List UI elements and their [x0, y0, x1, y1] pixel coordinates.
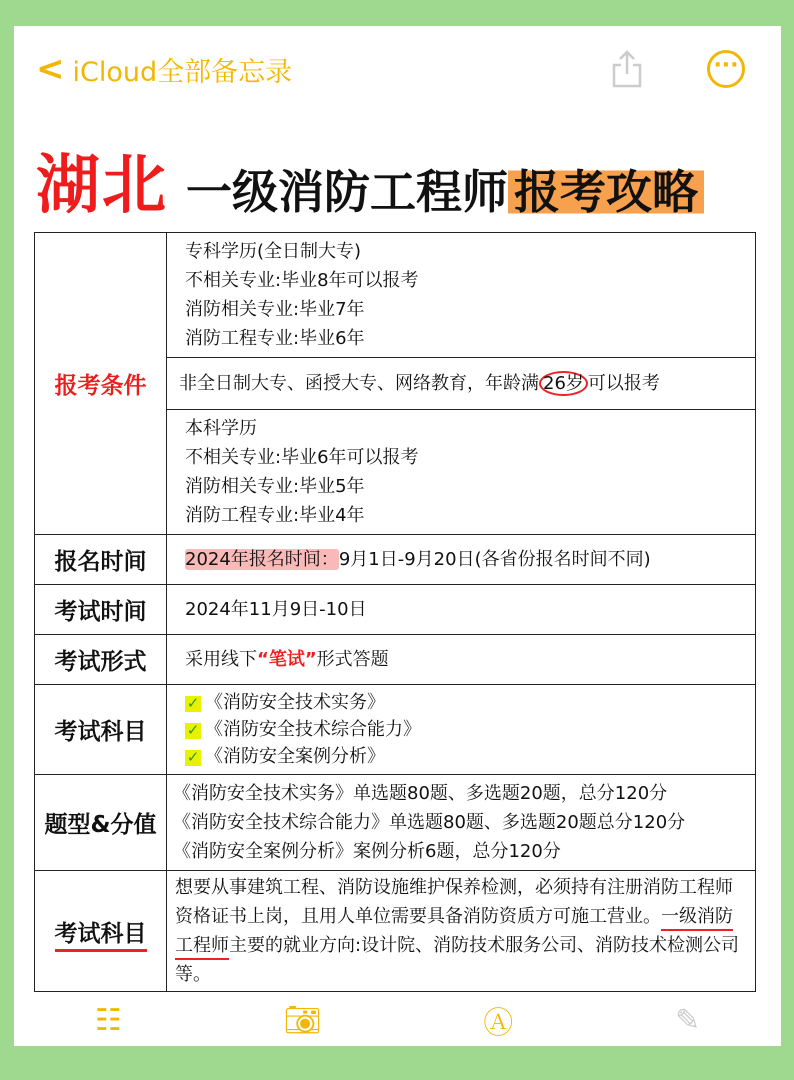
cond-nonfull [167, 358, 756, 410]
bottom-toolbar [14, 996, 781, 1044]
subject-label: 《消防安全案例分析》 [205, 746, 385, 767]
form-emphasis: “笔试” [257, 649, 317, 670]
checklist-icon[interactable]: ☷ [94, 1002, 122, 1038]
cond-line: 不相关专业:毕业6年可以报考 [185, 447, 419, 468]
nav-bar [36, 46, 759, 92]
compose-icon[interactable]: ✎ [674, 1002, 701, 1038]
subject-item [185, 689, 737, 716]
reg-value: 9月1日-9月20日(各省份报名时间不同) [338, 549, 651, 570]
note-card [14, 26, 781, 1046]
cond-line: 消防工程专业:毕业4年 [185, 505, 365, 526]
form-text: 形式答题 [316, 649, 389, 670]
subject-item [185, 716, 737, 743]
type-line: 《消防安全技术实务》单选题80题、多选题20题，总分120分 [173, 783, 668, 804]
form-text: 采用线下 [185, 649, 257, 670]
header-subjects: 考试科目 [35, 685, 167, 775]
back-label: iCloud全部备忘录 [72, 56, 293, 88]
markup-pen-icon[interactable]: Ⓐ [483, 1006, 514, 1041]
share-icon[interactable] [611, 50, 643, 88]
cond-line: 不相关专业:毕业8年可以报考 [185, 270, 419, 291]
subject-label: 《消防安全技术综合能力》 [205, 719, 421, 740]
cond-bachelor [167, 410, 756, 535]
cond-line: 消防相关专业:毕业7年 [185, 299, 365, 320]
checkmark-icon: ✓ [186, 721, 200, 739]
header-conditions: 报考条件 [35, 233, 167, 535]
reg-label: 2024年报名时间： [185, 549, 339, 570]
title-text: 一级消防工程师 [186, 165, 508, 219]
cond-line: 消防工程专业:毕业6年 [185, 328, 365, 349]
subject-label: 《消防安全技术实务》 [205, 692, 385, 713]
checkmark-icon: ✓ [186, 694, 200, 712]
exam-time-value: 2024年11月9日-10日 [167, 585, 756, 635]
chevron-left-icon: < [36, 49, 65, 89]
back-button[interactable] [36, 49, 292, 89]
cond-line: 本科学历 [185, 418, 257, 439]
cond-text: 可以报考 [587, 373, 660, 394]
info-table [34, 232, 756, 992]
type-line: 《消防安全技术综合能力》单选题80题、多选题20题总分120分 [173, 812, 686, 833]
cond-line: 消防相关专业:毕业5年 [185, 476, 365, 497]
camera-icon[interactable]: 📷︎ [283, 1002, 322, 1038]
cond-text: 非全日制大专、函授大专、网络教育，年龄满 [179, 373, 539, 394]
career-text: 主要的就业方向:设计院、消防技术服务公司、消防技术检测公司等。 [175, 935, 740, 985]
type-line: 《消防安全案例分析》案例分析6题，总分120分 [173, 841, 561, 862]
cond-college [167, 233, 756, 358]
header-career: 考试科目 [55, 921, 147, 952]
career-text: 想要从事建筑工程、消防设施维护保养检测，必须持有注册消防工程师资格证书上岗，且用人单位需要具备消防资质方可施工营业。 [175, 877, 733, 927]
checkmark-icon: ✓ [186, 748, 200, 766]
title-region: 湖北 [36, 149, 168, 223]
cond-line: 专科学历(全日制大专) [185, 241, 362, 262]
title-highlight: 报考攻略 [508, 165, 704, 219]
more-options-icon[interactable]: ··· [707, 50, 745, 88]
title-main [186, 156, 704, 222]
subject-item [185, 743, 737, 770]
career-emphasis: 一级消防工程师 [175, 906, 733, 960]
header-exam-time: 考试时间 [35, 585, 167, 635]
header-question-types: 题型&分值 [35, 775, 167, 871]
age-circled: 26岁 [539, 371, 588, 396]
header-registration: 报名时间 [35, 535, 167, 585]
header-exam-form: 考试形式 [35, 635, 167, 685]
page-title [36, 134, 704, 226]
